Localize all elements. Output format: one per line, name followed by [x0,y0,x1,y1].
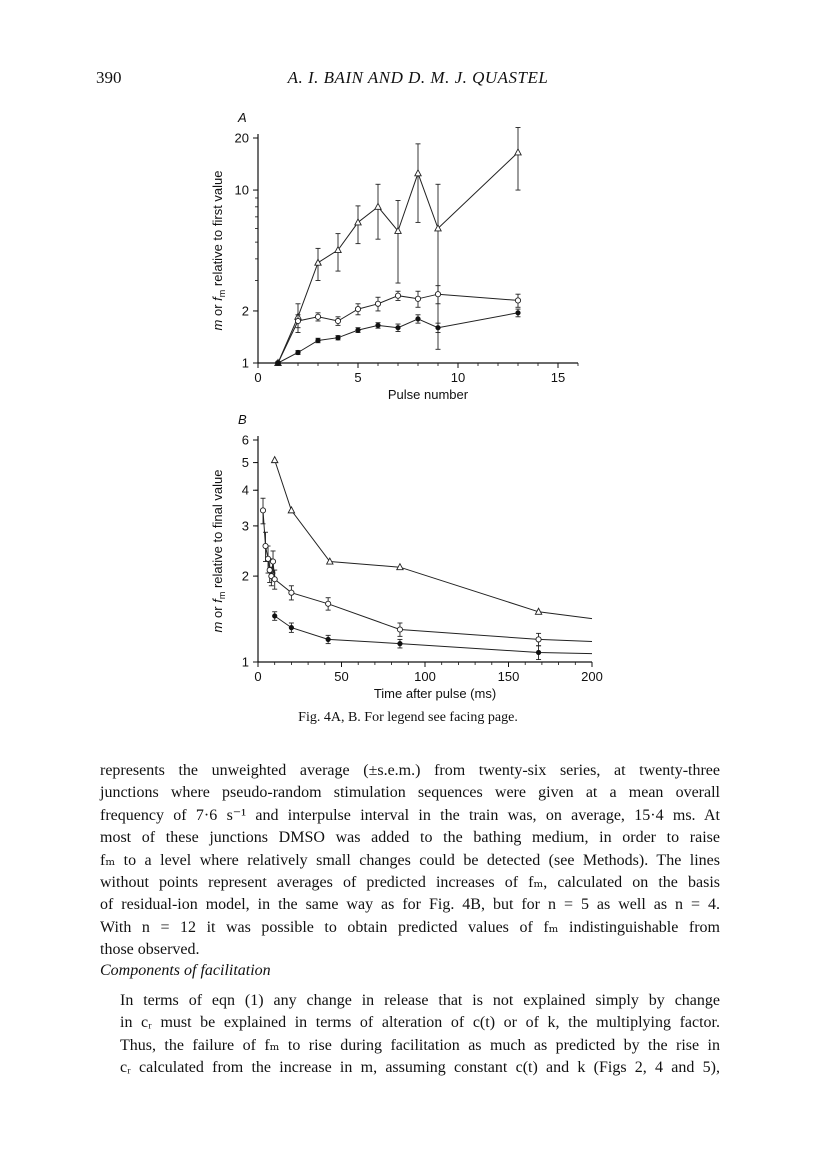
series-line [275,616,592,654]
text-line: of residual-ion model, in the same way as for Fig. 4B, but for n = 5 as well as n = 4. [100,896,720,914]
x-tick-label: 0 [254,370,262,385]
text-line: in cᵣ must be explained in terms of alteration of c(t) or of k, the multiplying factor. [120,1014,720,1032]
text-line: represents the unweighted average (±s.e.m.) from twenty-six series, at twenty-three [100,762,720,779]
data-point-triangle [415,170,421,176]
text-line: fₘ to a level where relatively small changes could be detected (see Methods). The lines [100,851,720,869]
data-point-filled-circle [416,317,421,322]
data-point-open-circle [315,314,320,319]
data-point-open-circle [435,292,440,297]
text-line: Thus, the failure of fₘ to rise during facilitation as much as predicted by the rise in [120,1036,720,1054]
data-point-filled-circle [376,323,381,328]
x-tick-label: 10 [450,370,466,385]
x-axis-label: Pulse number [387,387,469,402]
data-point-filled-circle [316,338,321,343]
y-tick-label: 2 [241,568,249,584]
text-line: In terms of eqn (1) any change in release that is not explained simply by change [120,992,720,1009]
data-point-filled-circle [289,625,294,630]
data-point-open-circle [265,556,270,561]
data-point-open-circle [272,577,277,582]
data-point-open-circle [263,543,268,548]
y-tick-label: 1 [241,355,249,371]
y-tick-label: 3 [241,518,249,534]
data-point-filled-circle [398,641,403,646]
data-point-open-circle [515,298,520,303]
x-tick-label: 200 [581,669,603,684]
chart-panel-a [210,110,578,402]
x-tick-label: 150 [497,669,520,684]
y-tick-label: 1 [241,654,249,670]
body-paragraph-2 [100,990,720,1080]
text-line: junctions where pseudo-random stimulation sequences were given at a mean overall [100,784,720,802]
data-point-triangle [272,457,278,463]
section-heading: Components of facilitation [100,962,271,979]
y-axis-label: m or $f_m$ relative to final value [210,469,227,633]
data-point-open-circle [260,508,265,513]
y-tick-label: 4 [241,482,249,498]
text-line: most of these junctions DMSO was added to the bathing medium, in order to raise [100,829,720,847]
figure-caption: Fig. 4A, B. For legend see facing page. [298,710,518,725]
data-point-open-circle [355,306,360,311]
data-point-filled-circle [326,637,331,642]
data-point-open-circle [289,590,294,595]
data-point-triangle [375,203,381,209]
x-axis-label: Time after pulse (ms) [373,686,497,701]
data-point-open-circle [375,301,380,306]
data-point-filled-circle [536,650,541,655]
running-head: A. I. BAIN AND D. M. J. QUASTEL [287,68,549,87]
data-point-triangle [355,219,361,225]
data-point-filled-circle [356,328,361,333]
data-point-filled-circle [396,325,401,330]
y-tick-label: 10 [234,182,249,198]
data-point-filled-circle [336,335,341,340]
x-tick-label: 15 [550,370,566,385]
text-line: With n = 12 it was possible to obtain predicted values of fₘ indistinguishable from [100,918,720,936]
body-paragraph-1 [100,760,720,962]
data-point-open-circle [395,293,400,298]
data-point-open-circle [295,318,300,323]
x-tick-label: 5 [354,370,362,385]
data-point-open-circle [335,318,340,323]
data-point-triangle [515,149,521,155]
text-line: those observed. [100,941,200,959]
y-tick-label: 2 [241,303,249,319]
series-line [278,313,518,363]
series-line [275,460,592,618]
y-axis-label: m or $f_m$ relative to first value [210,170,227,331]
data-point-open-circle [536,637,541,642]
y-tick-label: 6 [241,432,249,448]
chart-panel-b [210,412,603,701]
x-tick-label: 100 [414,669,436,684]
panel-label: B [238,412,247,427]
panel-label: A [238,110,247,125]
x-tick-label: 0 [254,669,262,684]
data-point-open-circle [326,601,331,606]
page-number: 390 [96,68,122,87]
data-point-open-circle [415,296,420,301]
y-tick-label: 20 [234,130,249,146]
data-point-filled-circle [272,614,277,619]
text-line: cᵣ calculated from the increase in m, assuming constant c(t) and k (Figs 2, 4 and 5), [120,1059,720,1077]
y-tick-label: 5 [241,455,249,471]
text-line: frequency of 7·6 s⁻¹ and interpulse interval in the train was, on average, 15·4 ms. At [100,806,720,824]
x-tick-label: 50 [334,669,349,684]
data-point-filled-circle [296,350,301,355]
data-point-open-circle [270,559,275,564]
data-point-triangle [315,259,321,265]
data-point-filled-circle [436,325,441,330]
data-point-triangle [288,507,294,513]
data-point-open-circle [267,567,272,572]
data-point-open-circle [397,627,402,632]
data-point-filled-circle [516,311,521,316]
data-point-filled-circle [276,361,281,366]
text-line: without points represent averages of predicted increases of fₘ, calculated on the basis [100,874,720,892]
